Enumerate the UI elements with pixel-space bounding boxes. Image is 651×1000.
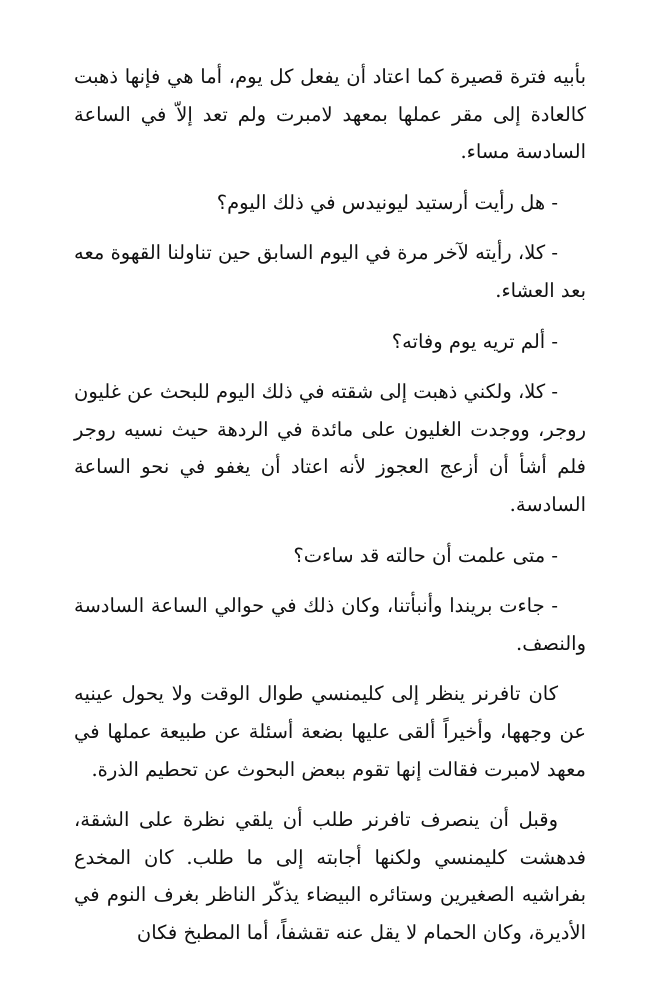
dialogue-question-3: - متى علمت أن حالته قد ساءت؟	[293, 543, 558, 567]
dialogue-answer-2: - كلا، ولكني ذهبت إلى شقته في ذلك اليوم للبحث عن غليون روجر، ووجدت الغليون على مائدة في الردهة حيث نسيه روجر فلم أشأ أن أزعج العجوز لأنه اعتاد أن يغفو في نحو الساعة السادسة.	[74, 380, 586, 516]
paragraph-1: بأبيه فترة قصيرة كما اعتاد أن يفعل كل يوم، أما هي فإنها ذهبت كالعادة إلى مقر عملها بمعهد لامبرت ولم تعد إلاّ في الساعة السادسة مساء.	[74, 65, 586, 164]
paragraph-narrative-1: كان تافرنر ينظر إلى كليمنسي طوال الوقت ولا يحول عينيه عن وجهها، وأخيراً ألقى عليها بضعة أسئلة عن طبيعة عملها في معهد لامبرت فقالت إنها تقوم ببعض البحوث عن تحطيم الذرة.	[74, 682, 586, 781]
dialogue-question-2: - ألم تريه يوم وفاته؟	[391, 329, 558, 353]
dialogue-answer-3: - جاءت بريندا وأنبأتنا، وكان ذلك في حوالي الساعة السادسة والنصف.	[74, 594, 586, 655]
book-page	[74, 58, 586, 951]
dialogue-question-1: - هل رأيت أرستيد ليونيدس في ذلك اليوم؟	[216, 190, 558, 214]
paragraph-narrative-2: وقبل أن ينصرف تافرنر طلب أن يلقي نظرة على الشقة، فدهشت كليمنسي ولكنها أجابته إلى ما طلب. كان المخدع بفراشيه الصغيرين وستائره البيضاء يذكّر الناظر بغرف النوم في الأديرة، وكان الحمام لا يقل عنه تقشفاً، أما المطبخ فكان	[74, 808, 586, 944]
dialogue-answer-1: - كلا، رأيته لآخر مرة في اليوم السابق حين تناولنا القهوة معه بعد العشاء.	[74, 241, 586, 302]
